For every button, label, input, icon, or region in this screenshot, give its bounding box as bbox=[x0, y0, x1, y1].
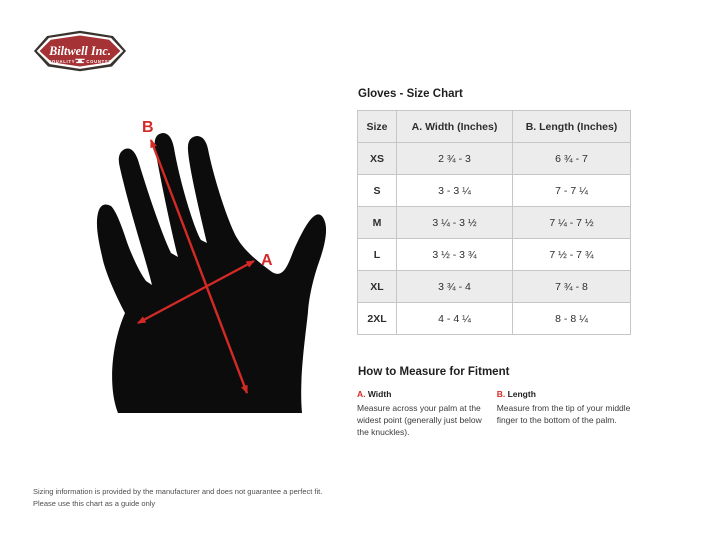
column-header-size: Size bbox=[358, 111, 397, 143]
size-value: S bbox=[358, 175, 397, 207]
length-value: 7 ¾ - 8 bbox=[513, 271, 631, 303]
glove-size-table bbox=[357, 110, 631, 335]
how-to-measure-title: How to Measure for Fitment bbox=[358, 366, 510, 378]
arrow-label-a: A bbox=[261, 252, 273, 269]
table-row-2xl bbox=[358, 303, 631, 335]
disclaimer-line-1: Sizing information is provided by the manufacturer and does not guarantee a perfect fit. bbox=[33, 487, 323, 496]
table-row-xs bbox=[358, 143, 631, 175]
size-chart-panel bbox=[357, 88, 633, 439]
size-value: M bbox=[358, 207, 397, 239]
length-value: 7 - 7 ¼ bbox=[513, 175, 631, 207]
width-value: 3 - 3 ¼ bbox=[397, 175, 513, 207]
size-value: 2XL bbox=[358, 303, 397, 335]
table-row-l bbox=[358, 239, 631, 271]
table-row-xl bbox=[358, 271, 631, 303]
hand-measurement-diagram bbox=[75, 100, 355, 455]
size-chart-title: Gloves - Size Chart bbox=[358, 88, 463, 100]
width-value: 3 ¼ - 3 ½ bbox=[397, 207, 513, 239]
column-header-length: B. Length (Inches) bbox=[513, 111, 631, 143]
measure-width-text: Measure across your palm at the widest point (generally just below the knuckles). bbox=[357, 403, 482, 437]
measure-length-heading bbox=[497, 389, 633, 399]
measure-instruction-length bbox=[497, 389, 633, 439]
length-value: 7 ½ - 7 ¾ bbox=[513, 239, 631, 271]
measure-letter-b: B. bbox=[496, 389, 506, 399]
measure-width-label: Width bbox=[365, 389, 392, 399]
table-row-s bbox=[358, 175, 631, 207]
logo-tagline-right: COUNTS” bbox=[86, 59, 112, 65]
measure-length-label: Length bbox=[505, 389, 536, 399]
measure-letter-a: A. bbox=[357, 389, 366, 399]
size-value: XS bbox=[358, 143, 397, 175]
hand-silhouette bbox=[97, 133, 326, 413]
size-value: L bbox=[358, 239, 397, 271]
measure-length-text: Measure from the tip of your middle finger to the bottom of the palm. bbox=[496, 403, 631, 425]
length-value: 7 ¼ - 7 ½ bbox=[513, 207, 631, 239]
width-value: 3 ½ - 3 ¾ bbox=[397, 239, 513, 271]
width-value: 3 ¾ - 4 bbox=[397, 271, 513, 303]
measure-instruction-width bbox=[357, 389, 484, 439]
measure-width-heading bbox=[357, 389, 484, 399]
measure-instructions bbox=[357, 389, 633, 439]
width-value: 2 ¾ - 3 bbox=[397, 143, 513, 175]
size-value: XL bbox=[358, 271, 397, 303]
sizing-disclaimer bbox=[33, 486, 322, 509]
width-value: 4 - 4 ¼ bbox=[397, 303, 513, 335]
logo-brand-text: Biltwell Inc. bbox=[49, 43, 111, 58]
logo-tagline-left: “QUALITY bbox=[49, 59, 76, 65]
biltwell-logo bbox=[33, 30, 127, 72]
length-value: 8 - 8 ¼ bbox=[513, 303, 631, 335]
table-row-m bbox=[358, 207, 631, 239]
arrow-label-b: B bbox=[142, 119, 154, 136]
hand-diagram-svg bbox=[75, 100, 355, 455]
disclaimer-line-2: Please use this chart as a guide only bbox=[33, 498, 156, 508]
table-header-row bbox=[358, 111, 631, 143]
column-header-width: A. Width (Inches) bbox=[397, 111, 513, 143]
length-value: 6 ¾ - 7 bbox=[513, 143, 631, 175]
biltwell-badge-icon bbox=[33, 30, 127, 72]
